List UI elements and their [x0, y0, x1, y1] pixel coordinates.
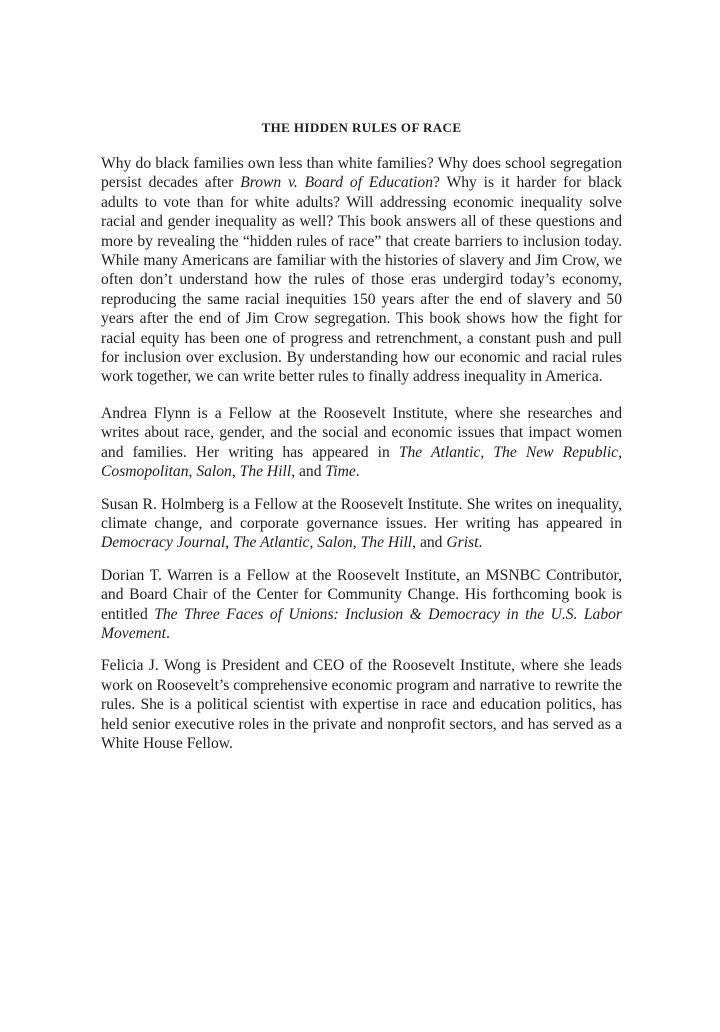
publication-title: Salon	[317, 534, 353, 552]
publication-title: Time	[325, 463, 356, 481]
author-bio-holmberg: Susan R. Holmberg is a Fellow at the Roosevelt Institute. She writes on inequality, climate change, and corporate governance issues. Her writing has appeared in Democracy Journal, The Atlantic, Salon, The Hill, and Grist.	[101, 495, 622, 552]
book-title: The Three Faces of Unions: Inclusion & Democracy in the U.S. Labor Movement	[101, 605, 622, 642]
publication-title: Salon	[196, 463, 232, 481]
publication-title: Democracy Journal	[101, 534, 226, 552]
bio-text: Susan R. Holmberg is a Fellow at the Roosevelt Institute. She writes on inequality, climate change, and corporate governance issues. Her writing has appeared in	[101, 495, 622, 532]
author-bio-flynn: Andrea Flynn is a Fellow at the Roosevelt Institute, where she researches and writes about race, gender, and the social and economic issues that impact women and families. Her writing has appeared in The Atlantic, The New Republic, Cosmopolitan, Salon, The Hill, and Time.	[101, 404, 622, 481]
publication-title: The Hill	[360, 534, 413, 552]
book-page	[101, 118, 622, 766]
description-text-1: Why do black families own less than white families? Why does school segregation persist decades after	[101, 155, 622, 192]
publication-title: Grist	[446, 534, 479, 552]
publication-title: The New Republic	[493, 443, 619, 461]
case-name: Brown v. Board of Education	[240, 174, 433, 192]
bio-text: Andrea Flynn is a Fellow at the Roosevelt Institute, where she researches and writes about race, gender, and the social and economic issues that impact women and families. Her writing has appeared in	[101, 404, 622, 461]
author-bio-wong: Felicia J. Wong is President and CEO of the Roosevelt Institute, where she leads work on Roosevelt’s comprehensive economic program and narrative to rewrite the rules. She is a political scientist with expertise in race and education politics, has held senior executive roles in the private and nonprofit sectors, and has served as a White House Fellow.	[101, 657, 622, 752]
publication-title: The Atlantic	[233, 534, 310, 552]
publication-title: The Atlantic	[398, 443, 481, 461]
publication-title: The Hill	[239, 463, 292, 481]
bio-text: Dorian T. Warren is a Fellow at the Roosevelt Institute, an MSNBC Contributor, and Board Chair of the Center for Community Change. His forthcoming book is entitled	[101, 566, 622, 623]
publication-title: Cosmopolitan	[101, 463, 189, 481]
page-title: THE HIDDEN RULES OF RACE	[261, 120, 462, 135]
book-description	[101, 154, 622, 387]
description-text-2: ? Why is it harder for black adults to vote than for white adults? Will addressing economic inequality solve racial and gender inequality as well? This book answers all of these questions and more by revealing the “hidden rules of race” that create barriers to inclusion today. While many Americans are familiar with the histories of slavery and Jim Crow, we often don’t understand how the rules of those eras undergird today’s economy, reproducing the same racial inequities 150 years after the end of slavery and 50 years after the end of Jim Crow segregation. This book shows how the fight for racial equity has been one of progress and retrenchment, a constant push and pull for inclusion over exclusion. By understanding how our economic and racial rules work together, we can write better rules to finally address inequality in America.	[101, 174, 622, 386]
author-bio-warren: Dorian T. Warren is a Fellow at the Roosevelt Institute, an MSNBC Contributor, and Board Chair of the Center for Community Change. His forthcoming book is entitled The Three Faces of Unions: Inclusion & Democracy in the U.S. Labor Movement.	[101, 566, 622, 642]
